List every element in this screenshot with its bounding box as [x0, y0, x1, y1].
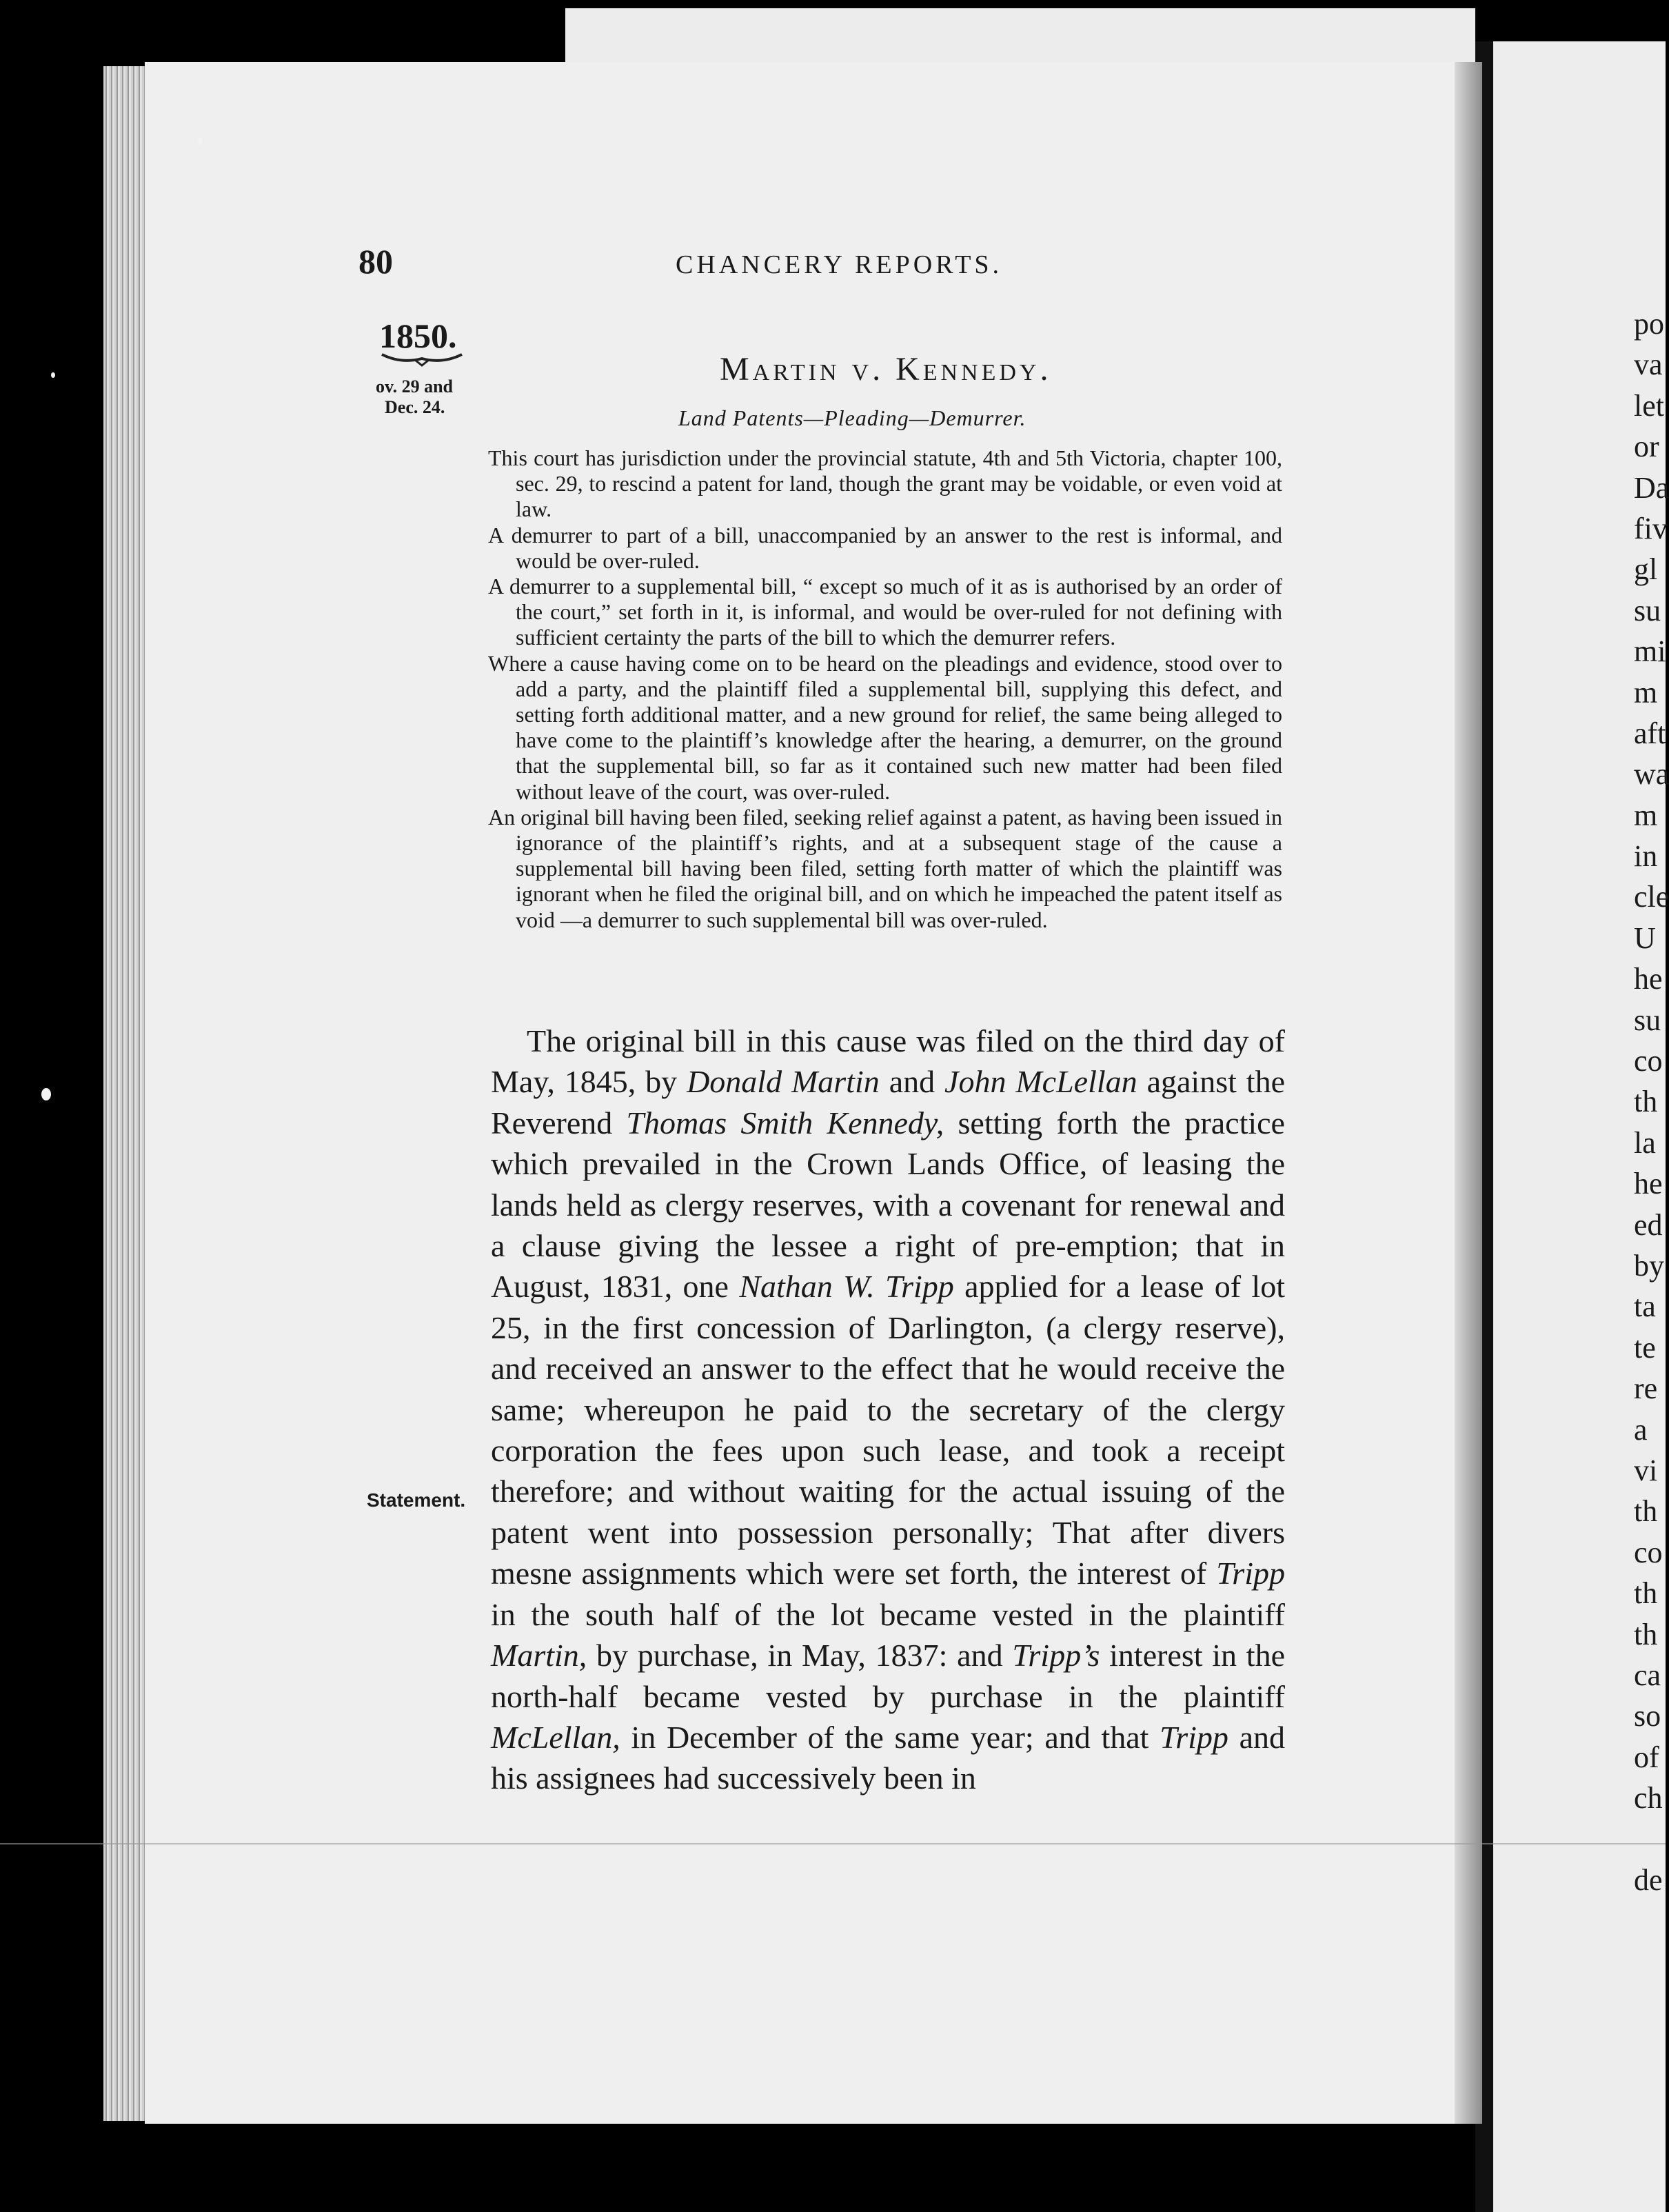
scan-artifact-line: [0, 1843, 1666, 1844]
facing-page-fragment: de: [1634, 1862, 1663, 1897]
party-name: Nathan W. Tripp: [739, 1269, 954, 1305]
party-name: Martin,: [491, 1638, 587, 1673]
facing-page-fragment: aft: [1634, 716, 1666, 750]
facing-page-fragment: of: [1634, 1740, 1659, 1774]
body-text-run: by purchase, in May, 1837: and: [587, 1638, 1013, 1673]
page-number: 80: [358, 242, 393, 281]
facing-page-fragment: U: [1634, 921, 1656, 955]
facing-page-fragment: la: [1634, 1125, 1656, 1160]
facing-page-fragment: [1634, 1818, 1669, 1859]
facing-page-fragment: mi: [1634, 634, 1666, 669]
facing-page-fragment: ca: [1634, 1658, 1661, 1692]
headnotes: [488, 445, 1282, 933]
facing-page-fragment: m: [1634, 675, 1658, 710]
facing-page-fragment: gl: [1634, 552, 1658, 587]
facing-page-fragment: co: [1634, 1535, 1663, 1569]
facing-page-fragment: cle: [1634, 880, 1669, 914]
headnote: Where a cause having come on to be heard on the pleadings and evidence, stood over to add a party, and the plaintiff filed a supplemental bill, supplying this defect, and setting forth additional matter, and a new ground for relief, the same being alleged to have come to the plaintiff’s knowledge after the hearing, a demurrer, on the ground that the supplemental bill, so far as it contained such new matter had been filed without leave of the court, was over-ruled.: [488, 650, 1282, 804]
body-text-run: against the Reverend: [491, 1064, 1285, 1140]
page-edge-shadow: [1455, 62, 1482, 2124]
facing-page-fragment: m: [1634, 798, 1658, 832]
margin-date-line-2: Dec. 24.: [385, 397, 445, 417]
scan-speck: [197, 138, 203, 145]
facing-page-fragment: su: [1634, 1003, 1661, 1037]
facing-page-fragment: th: [1634, 1576, 1658, 1611]
facing-page-fragment: th: [1634, 1494, 1658, 1529]
facing-page-fragment: he: [1634, 962, 1663, 996]
party-name: Donald Martin: [687, 1064, 880, 1100]
headnote: A demurrer to part of a bill, unaccompanied by an answer to the rest is informal, and would be over-ruled.: [488, 522, 1282, 573]
body-text-run: interest in the north-half became vested by purchase in the plaintiff: [491, 1638, 1286, 1714]
facing-page-fragment: vi: [1634, 1453, 1658, 1487]
body-text-run: and: [879, 1064, 945, 1100]
facing-page-fragment: th: [1634, 1085, 1658, 1119]
facing-page-fragment: wa: [1634, 757, 1669, 792]
statement-label: Statement.: [367, 1489, 466, 1511]
facing-page-fragment: te: [1634, 1330, 1656, 1365]
party-name: Tripp: [1160, 1719, 1228, 1755]
body-text-run: setting forth the practice which prevailed in the Crown Lands Office, of leasing the lands held as clergy reserves, with a covenant for renewal and a clause giving the lessee a right of pre-emption; that in August, 1831, one: [491, 1105, 1285, 1305]
facing-page-fragment: fiv: [1634, 511, 1668, 545]
facing-page-fragment: so: [1634, 1699, 1661, 1733]
facing-page-fragment: in: [1634, 839, 1658, 874]
body-text: [491, 1020, 1285, 1799]
running-head: CHANCERY REPORTS.: [676, 250, 1003, 279]
brace-icon: [381, 352, 463, 368]
headnote: An original bill having been filed, seeking relief against a patent, as having been issued in ignorance of the plaintiff’s rights, and at a subsequent stage of the cause a supplemental bill having been filed, setting forth matter of which the plaintiff was ignorant when he filed the original bill, and on which he impeached the patent itself as void —a demurrer to such supplemental bill was over-ruled.: [488, 804, 1282, 932]
facing-page-fragment: by: [1634, 1248, 1664, 1283]
facing-page-text: [1634, 303, 1669, 1900]
facing-page-fragment: re: [1634, 1371, 1658, 1406]
headnote: This court has jurisdiction under the provincial statute, 4th and 5th Victoria, chapter 100, sec. 29, to rescind a patent for land, though the grant may be voidable, or even void at law.: [488, 445, 1282, 522]
facing-page-fragment: or: [1634, 430, 1659, 464]
party-name: McLellan,: [491, 1719, 620, 1755]
facing-page-fragment: Da: [1634, 470, 1669, 505]
facing-page-fragment: su: [1634, 593, 1661, 627]
party-name: Thomas Smith Kennedy,: [626, 1105, 944, 1140]
scan-speck: [41, 1088, 51, 1100]
body-paragraph: [491, 1020, 1285, 1799]
facing-page-fragment: va: [1634, 348, 1663, 382]
body-text-run: The original bill in this cause was filed on the third day of May, 1845, by: [491, 1023, 1285, 1100]
party-name: Tripp’s: [1012, 1638, 1100, 1673]
facing-page-fragment: po: [1634, 307, 1664, 341]
facing-page-fragment: he: [1634, 1167, 1663, 1201]
body-text-run: applied for a lease of lot 25, in the first concession of Darlington, (a clergy reserve), and received an answer to the effect that he would receive the same; whereupon he paid to the secretary of the clergy corporation the fees upon such lease, and took a receipt therefore; and without waiting for the actual issuing of the patent went into possession personally; That after divers mesne assignments which were set forth, the interest of: [491, 1269, 1285, 1591]
body-text-run: in December of the same year; and that: [620, 1719, 1160, 1755]
facing-page-fragment: th: [1634, 1617, 1658, 1651]
party-name: Tripp: [1216, 1556, 1285, 1591]
scan-speck: [51, 372, 55, 378]
party-name: John McLellan: [944, 1064, 1137, 1100]
facing-page-fragment: ch: [1634, 1781, 1663, 1816]
margin-date-line-1: ov. 29 and: [376, 376, 453, 396]
case-subject: Land Patents—Pleading—Demurrer.: [678, 405, 1026, 430]
body-text-run: and his assignees had successively been in: [491, 1719, 1285, 1796]
body-text-run: in the south half of the lot became vested in the plaintiff: [491, 1596, 1285, 1632]
facing-page-fragment: ed: [1634, 1207, 1663, 1242]
facing-page-fragment: co: [1634, 1044, 1663, 1078]
headnote: A demurrer to a supplemental bill, “ except so much of it as is authorised by an order of the court,” set forth in it, is informal, and would be over-ruled for not defining with sufficient certainty the parts of the bill to which the demurrer refers.: [488, 574, 1282, 650]
facing-page-fragment: let: [1634, 388, 1664, 423]
facing-page-fragment: a: [1634, 1412, 1648, 1447]
margin-year: 1850.: [379, 316, 457, 355]
case-title: Martin v. Kennedy.: [720, 351, 1052, 388]
facing-page-fragment: ta: [1634, 1289, 1656, 1324]
